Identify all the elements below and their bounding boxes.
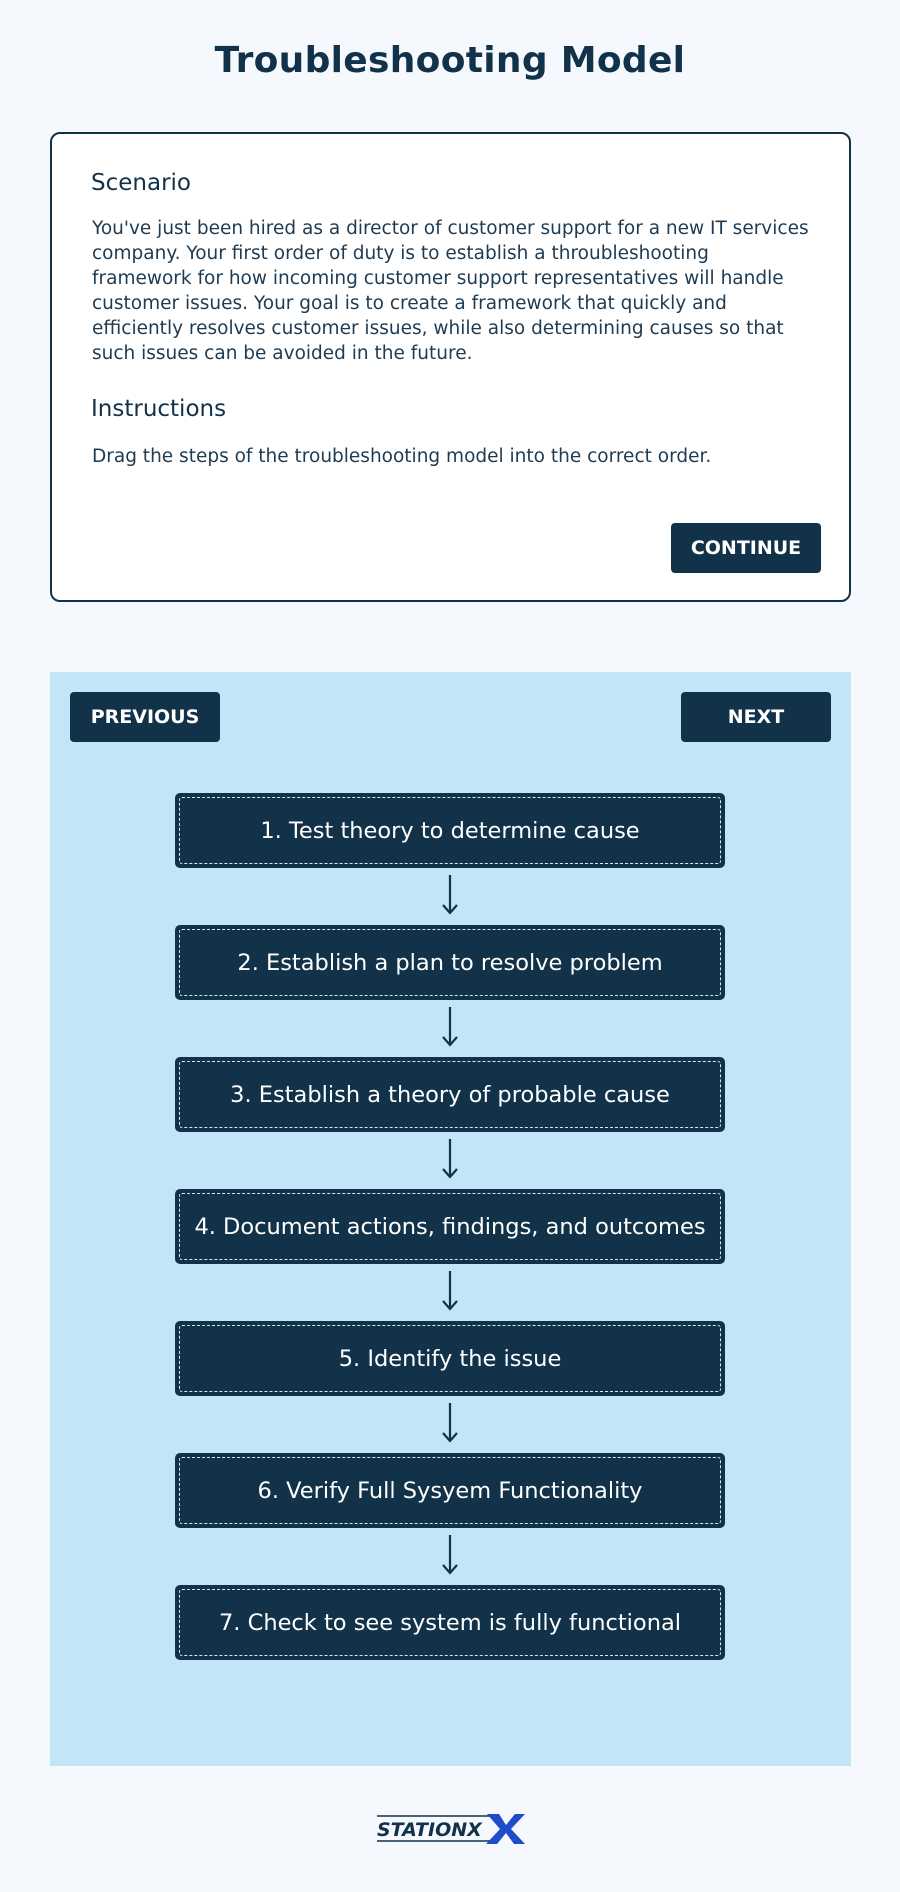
step-card-3[interactable] bbox=[175, 1057, 725, 1132]
scenario-text: You've just been hired as a director of customer support for a new IT services company. Your first order of duty is to establish a throubleshooting framework for how incoming customer support representatives will handle customer issues. Your goal is to create a framework that quickly and efficiently resolves customer issues, while also determining causes so that such issues can be avoided in the future. bbox=[92, 218, 809, 364]
page-title: Troubleshooting Model bbox=[214, 40, 686, 81]
step-label-2: 2. Establish a plan to resolve problem bbox=[179, 929, 721, 996]
arrow-down-icon bbox=[440, 1270, 460, 1312]
step-card-1[interactable] bbox=[175, 793, 725, 868]
arrow-down-icon bbox=[440, 874, 460, 916]
step-card-5[interactable] bbox=[175, 1321, 725, 1396]
stationx-logo-text: STATIONX bbox=[377, 1819, 482, 1841]
arrow-down-icon bbox=[440, 1006, 460, 1048]
activity-panel bbox=[50, 672, 851, 1766]
step-card-7[interactable] bbox=[175, 1585, 725, 1660]
step-label-5: 5. Identify the issue bbox=[179, 1325, 721, 1392]
step-label-6: 6. Verify Full Sysyem Functionality bbox=[179, 1457, 721, 1524]
instructions-text: Drag the steps of the troubleshooting model into the correct order. bbox=[92, 446, 712, 467]
arrow-down-icon bbox=[440, 1402, 460, 1444]
step-label-4: 4. Document actions, findings, and outcomes bbox=[179, 1193, 721, 1260]
scenario-card bbox=[50, 132, 851, 602]
step-card-4[interactable] bbox=[175, 1189, 725, 1264]
next-button[interactable]: NEXT bbox=[681, 692, 831, 742]
step-card-2[interactable] bbox=[175, 925, 725, 1000]
instructions-heading: Instructions bbox=[91, 396, 227, 422]
step-label-1: 1. Test theory to determine cause bbox=[179, 797, 721, 864]
step-card-6[interactable] bbox=[175, 1453, 725, 1528]
continue-button[interactable]: CONTINUE bbox=[671, 523, 821, 573]
stationx-logo-icon bbox=[375, 1812, 525, 1846]
arrow-down-icon bbox=[440, 1534, 460, 1576]
scenario-heading: Scenario bbox=[91, 170, 191, 196]
previous-button[interactable]: PREVIOUS bbox=[70, 692, 220, 742]
arrow-down-icon bbox=[440, 1138, 460, 1180]
step-label-3: 3. Establish a theory of probable cause bbox=[179, 1061, 721, 1128]
step-label-7: 7. Check to see system is fully functional bbox=[179, 1589, 721, 1656]
